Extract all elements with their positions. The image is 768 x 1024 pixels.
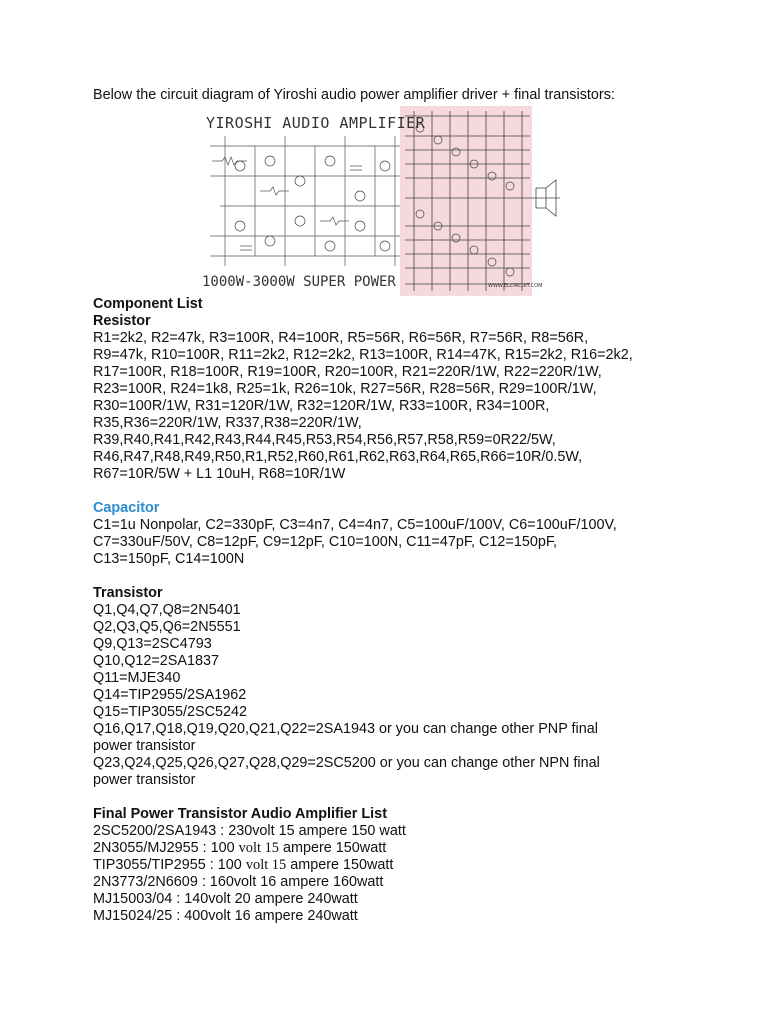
spacer [93,483,693,500]
transistor-line: Q1,Q4,Q7,Q8=2N5401 [93,602,241,618]
diagram-caption: 1000W-3000W SUPER POWER [202,274,396,290]
circuit-diagram-svg [200,106,562,296]
resistor-line: R67=10R/5W + L1 10uH, R68=10R/1W [93,466,346,482]
spacer [93,789,693,806]
driver-schematic [210,136,400,266]
resistor-line: R30=100R/1W, R31=120R/1W, R32=120R/1W, R33=100R, R34=100R, [93,398,550,414]
transistor-line: power transistor [93,738,196,754]
transistor-line: Q2,Q3,Q5,Q6=2N5551 [93,619,241,635]
diagram-title: YIROSHI AUDIO AMPLIFIER [206,114,426,132]
resistor-line: R39,R40,R41,R42,R43,R44,R45,R53,R54,R56,R57,R58,R59=0R22/5W, [93,432,556,448]
transistor-line: Q10,Q12=2SA1837 [93,653,220,669]
resistor-line: R1=2k2, R2=47k, R3=100R, R4=100R, R5=56R, R6=56R, R7=56R, R8=56R, [93,330,589,346]
resistor-line: R17=100R, R18=100R, R19=100R, R20=100R, R21=220R/1W, R22=220R/1W, [93,364,602,380]
driver-transistors [235,156,390,251]
capacitor-heading: Capacitor [93,500,160,516]
circuit-diagram-image [200,106,562,296]
resistor-line: R35,R36=220R/1W, R337,R38=220R/1W, [93,415,362,431]
resistor-line: R46,R47,R48,R49,R50,R1,R52,R60,R61,R62,R63,R64,R65,R66=10R/0.5W, [93,449,583,465]
final-list-line: 2N3773/2N6609 : 160volt 16 ampere 160watt [93,874,384,890]
transistor-line: Q9,Q13=2SC4793 [93,636,212,652]
final-list-line: MJ15003/04 : 140volt 20 ampere 240watt [93,891,358,907]
intro-text: Below the circuit diagram of Yiroshi audio power amplifier driver + final transistors: [93,87,615,103]
transistor-line: Q14=TIP2955/2SA1962 [93,687,247,703]
resistor-line: R9=47k, R10=100R, R11=2k2, R12=2k2, R13=100R, R14=47K, R15=2k2, R16=2k2, [93,347,633,363]
spacer [93,568,693,585]
output-stage-region [400,106,532,296]
final-list-line: MJ15024/25 : 400volt 16 ampere 240watt [93,908,358,924]
transistor-line: Q11=MJE340 [93,670,181,686]
final-list-line: TIP3055/TIP2955 : 100 volt 15 ampere 150watt [93,857,394,873]
capacitor-line: C13=150pF, C14=100N [93,551,245,567]
resistor-heading: Resistor [93,313,151,329]
resistor-line: R23=100R, R24=1k8, R25=1k, R26=10k, R27=56R, R28=56R, R29=100R/1W, [93,381,597,397]
transistor-line: Q15=TIP3055/2SC5242 [93,704,248,720]
transistor-heading: Transistor [93,585,163,601]
transistor-line: Q16,Q17,Q18,Q19,Q20,Q21,Q22=2SA1943 or you can change other PNP final [93,721,598,737]
capacitor-line: C7=330uF/50V, C8=12pF, C9=12pF, C10=100N, C11=47pF, C12=150pF, [93,534,558,550]
transistor-line: Q23,Q24,Q25,Q26,Q27,Q28,Q29=2SC5200 or you can change other NPN final [93,755,600,771]
transistor-line: power transistor [93,772,196,788]
final-list-line: 2SC5200/2SA1943 : 230volt 15 ampere 150 watt [93,823,406,839]
component-content [93,296,693,925]
final-list-heading: Final Power Transistor Audio Amplifier List [93,806,387,822]
final-list-line: 2N3055/MJ2955 : 100 volt 15 ampere 150watt [93,840,387,856]
diagram-credit: WWW.ELCIRCUIT.COM [488,283,543,289]
capacitor-line: C1=1u Nonpolar, C2=330pF, C3=4n7, C4=4n7, C5=100uF/100V, C6=100uF/100V, [93,517,617,533]
component-list-heading: Component List [93,296,203,312]
